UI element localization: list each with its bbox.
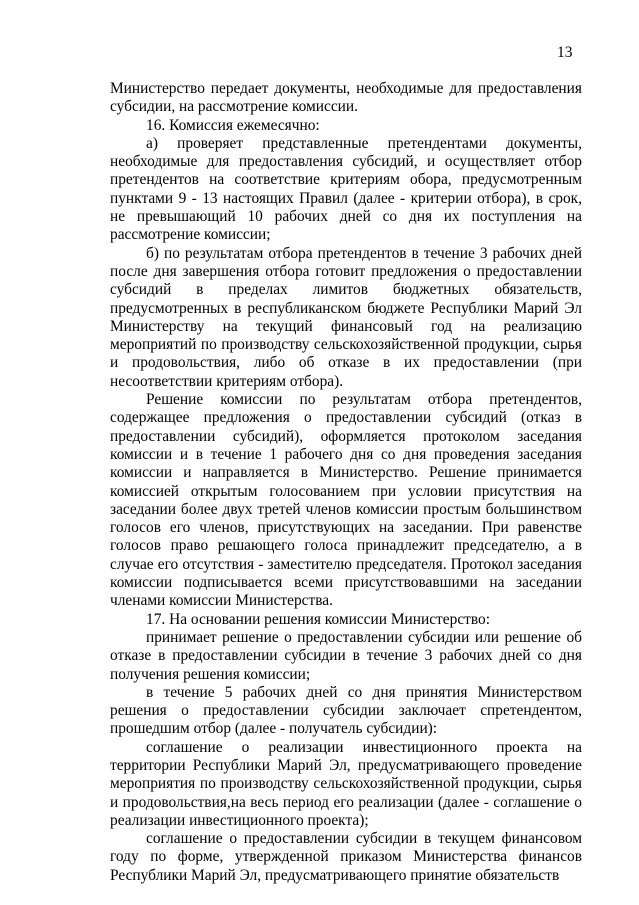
paragraph-item-16a: а) проверяет представленные претендентами документы, необходимые для предоставления субсидий, и осуществляет отбор претендентов на соответствие критериям обора, предусмотренным пунктами 9 - 13 настоящих Правил (далее - критерии отбора), в срок, не превышающий 10 рабочих дней со дня их поступления на рассмотрение комиссии; [110,134,582,244]
paragraph-investment-agreement: соглашение о реализации инвестиционного проекта на территории Республики Марий Эл, предусматривающего проведение мероприятия по производству сельскохозяйственной продукции, сырья и продовольствия,на весь период его реализации (далее - соглашение о реализации инвестиционного проекта); [110,738,582,829]
paragraph-subsidy-agreement: соглашение о предоставлении субсидии в текущем финансовом году по форме, утвержденной приказом Министерства финансов Республики Марий Эл, предусматривающего принятие обязательств [110,830,582,884]
paragraph-agreement-terms: в течение 5 рабочих дней со дня принятия Министерством решения о предоставлении субсидии заключает спретендентом, прошедшим отбор (далее - получатель субсидии): [110,683,582,738]
paragraph-item-17: 17. На основании решения комиссии Министерство: [146,610,491,628]
paragraph-item-16b: б) по результатам отбора претендентов в течение 3 рабочих дней после дня завершения отбора готовит предложения о предоставлении субсидий в пределах лимитов бюджетных обязательств, предусмотренных в республиканском бюджете Республики Марий Эл Министерству на текущий финансовый год на реализацию мероприятий по производству сельскохозяйственной продукции, сырья и продовольствия, либо об отказе в их предоставлении (при несоответствии критериям отбора). [110,244,582,390]
paragraph-item-16: 16. Комиссия ежемесячно: [146,116,320,134]
page-number: 13 [557,44,573,61]
paragraph-decision-terms: принимает решение о предоставлении субсидии или решение об отказе в предоставлении субсидии в течение 3 рабочих дней со дня получения решения комиссии; [110,628,582,683]
paragraph-commission-decision: Решение комиссии по результатам отбора претендентов, содержащее предложения о предоставлении субсидий (отказ в предоставлении субсидий), оформляется протоколом заседания комиссии и в течение 1 рабочего дня со дня проведения заседания комиссии и направляется в Министерство. Решение принимается комиссией открытым голосованием при условии присутствия на заседании более двух третей членов комиссии простым большинством голосов его членов, присутствующих на заседании. При равенстве голосов право решающего голоса принадлежит председателю, а в случае его отсутствия - заместителю председателя. Протокол заседания комиссии подписывается всеми присутствовавшими на заседании членами комиссии Министерства. [110,391,582,610]
paragraph-intro: Министерство передает документы, необходимые для предоставления субсидии, на рассмотрение комиссии. [110,80,582,116]
document-body [110,80,582,885]
